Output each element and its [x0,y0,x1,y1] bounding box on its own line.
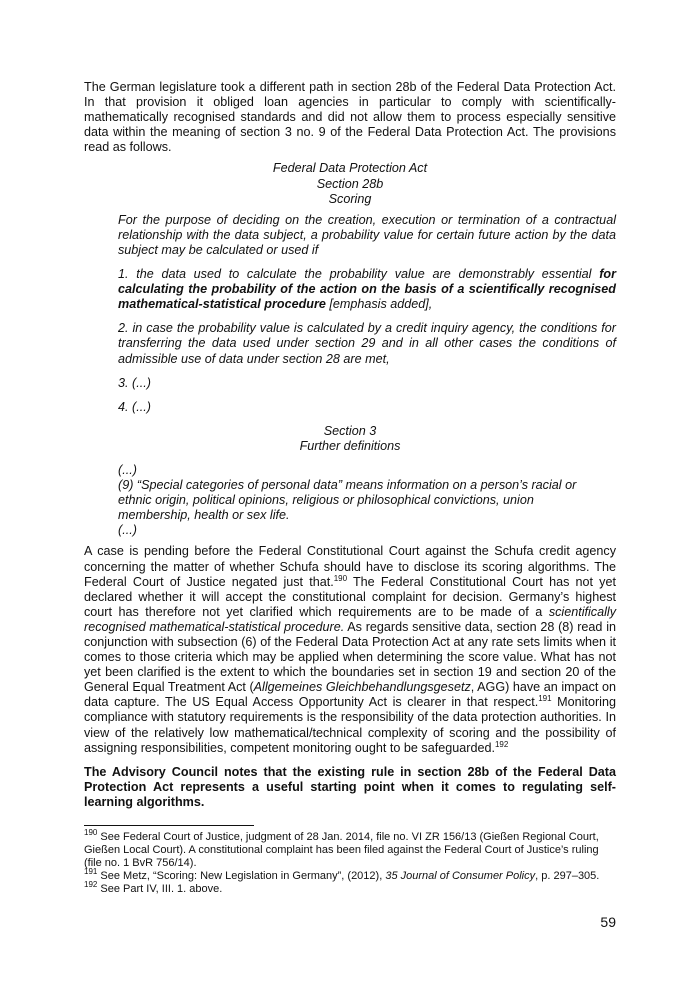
footnote-191 [84,867,616,883]
footnote-191-journal: 35 Journal of Consumer Policy [385,870,536,882]
para2-italic-agg: Allgemeines Gleichbehandlungsgesetz [253,680,471,695]
quote-item-4: 4. (...) [118,399,151,414]
footnote-191-pages: , p. 297–305. [535,870,600,882]
footnotes [84,828,616,896]
section-3-title: Further definitions [299,438,401,453]
footnote-ref-192[interactable]: 192 [494,739,509,749]
para2-part4: , AGG) have an impact on data capture. The US Equal Access Opportunity Act is clearer in that respect. [84,680,616,710]
ellipsis-bottom: (...) [118,523,137,538]
footnote-number-191: 191 [84,867,98,876]
item1-text: 1. the data used to calculate the probability value are demonstrably essential [118,267,600,282]
statute-heading [84,161,616,206]
footnote-text-190: See Federal Court of Justice, judgment of 28 Jan. 2014, file no. VI ZR 156/13 (Gießen Regional Court, Gießen Local Court). A constitutional complaint has been filed against the Federal Court of Justice’s ruling (file no. 1 BvR 756/14). [84,831,599,869]
para2-part5: Monitoring compliance with statutory requirements is the responsibility of the data protection authorities. In view of the relatively low mathematical/technical complexity of scoring and the possibility of assigning responsibilities, competent monitoring ought to be safeguarded. [84,695,616,755]
definition-9: (9) “Special categories of personal data” means information on a person’s racial or ethnic origin, political opinions, religious or philosophical convictions, union membership, health or sex life. [118,478,577,523]
quote-item-1 [118,267,616,312]
para2-part2: The Federal Constitutional Court has not yet declared whether it will accept the constitutional complaint for decision. Germany’s highest court has therefore not yet clarified which requirements are to be made of a [84,574,616,619]
footnote-192 [84,880,616,896]
footnote-number-192: 192 [84,880,98,889]
page-body [84,80,616,810]
quote-item-3: 3. (...) [118,375,151,390]
schufa-paragraph [84,544,616,755]
advisory-conclusion: The Advisory Council notes that the existing rule in section 28b of the Federal Data Protection Act represents a useful starting point when it comes to regulating self-learning algorithms. [84,764,616,809]
quote-item-2: 2. in case the probability value is calculated by a credit inquiry agency, the conditions for transferring the data used under section 29 and in all other cases the conditions of admissible use of data under section 28 are met, [118,321,616,366]
para2-italic-procedure: scientifically recognised mathematical-statistical procedure. [84,604,616,634]
ellipsis-top: (...) [118,462,137,477]
page-number: 59 [600,914,616,930]
definitions-heading [84,424,616,454]
quote-lead: For the purpose of deciding on the creation, execution or termination of a contractual relationship with the data subject, a probability value for certain future action by the data subject may be calculated or used if [118,212,616,257]
footnote-number-190: 190 [84,828,98,837]
para2-part1: A case is pending before the Federal Constitutional Court against the Schufa credit agency concerning the matter of whether Schufa should have to disclose its scoring algorithms. The Federal Court of Justice negated just that. [84,544,616,589]
footnote-ref-190[interactable]: 190 [333,573,348,583]
item1-emphasis: for calculating the probability of the action on the basis of a scientifically recognised mathematical-statistical procedure [118,267,616,312]
footnote-text-191: See Metz, “Scoring: New Legislation in Germany”, (2012), [97,870,386,882]
act-title: Federal Data Protection Act [272,161,428,176]
section-3-number: Section 3 [323,423,377,438]
para2-part3: As regards sensitive data, section 28 (8) read in conjunction with subsection (6) of the Federal Data Protection Act at any rate sets limits when it comes to those criteria which may be applied when determining the score value. What has not yet been clarified is the extent to which the boundaries set in section 19 and section 20 of the General Equal Treatment Act ( [84,619,616,695]
item1-note: [emphasis added], [325,297,433,312]
footnote-text-192: See Part IV, III. 1. above. [97,883,223,895]
footnote-ref-191[interactable]: 191 [538,694,552,704]
section-number: Section 28b [316,176,384,191]
footnote-divider [84,825,254,826]
section-title: Scoring [328,191,372,206]
footnote-190 [84,828,616,870]
intro-paragraph: The German legislature took a different path in section 28b of the Federal Data Protection Act. In that provision it obliged loan agencies in particular to comply with scientifically-mathematically recognised standards and did not allow them to process especially sensitive data within the meaning of section 3 no. 9 of the Federal Data Protection Act. The provisions read as follows. [84,80,616,155]
